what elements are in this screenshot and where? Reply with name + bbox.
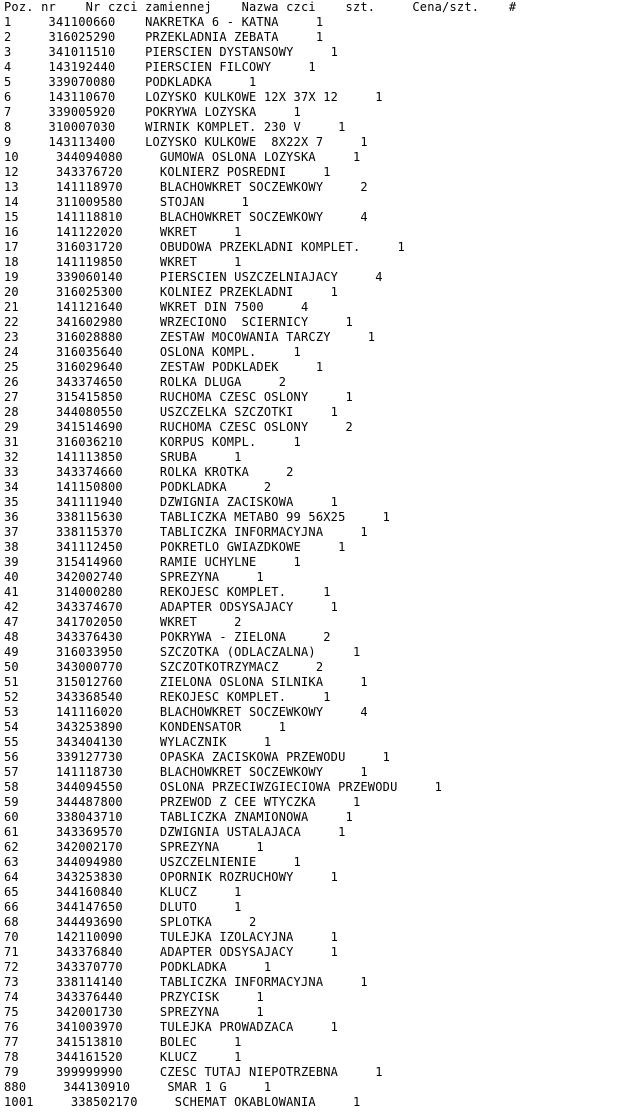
parts-list-row: 18 141119850 WKRET 1 xyxy=(4,255,242,269)
parts-list-row: 63 344094980 USZCZELNIENIE 1 xyxy=(4,855,301,869)
parts-list-row: 76 341003970 TULEJKA PROWADZACA 1 xyxy=(4,1020,339,1034)
parts-list-row: 59 344487800 PRZEWOD Z CEE WTYCZKA 1 xyxy=(4,795,361,809)
parts-list-row: 40 342002740 SPREZYNA 1 xyxy=(4,570,264,584)
parts-list-row: 50 343000770 SZCZOTKOTRZYMACZ 2 xyxy=(4,660,324,674)
parts-list-row: 52 343368540 REKOJESC KOMPLET. 1 xyxy=(4,690,331,704)
parts-list-row: 66 344147650 DLUTO 1 xyxy=(4,900,242,914)
parts-list-row: 48 343376430 POKRYWA - ZIELONA 2 xyxy=(4,630,331,644)
parts-list-row: 75 342001730 SPREZYNA 1 xyxy=(4,1005,264,1019)
parts-list-row: 29 341514690 RUCHOMA CZESC OSLONY 2 xyxy=(4,420,353,434)
parts-list-row: 60 338043710 TABLICZKA ZNAMIONOWA 1 xyxy=(4,810,353,824)
parts-list-row: 73 338114140 TABLICZKA INFORMACYJNA 1 xyxy=(4,975,368,989)
parts-list-row: 34 141150800 PODKLADKA 2 xyxy=(4,480,272,494)
parts-list-row: 19 339060140 PIERSCIEN USZCZELNIAJACY 4 xyxy=(4,270,383,284)
parts-list-row: 32 141113850 SRUBA 1 xyxy=(4,450,242,464)
parts-list-row: 61 343369570 DZWIGNIA USTALAJACA 1 xyxy=(4,825,346,839)
parts-list-row: 23 316028880 ZESTAW MOCOWANIA TARCZY 1 xyxy=(4,330,376,344)
parts-list-row: 64 343253830 OPORNIK ROZRUCHOWY 1 xyxy=(4,870,339,884)
parts-list-row: 79 399999990 CZESC TUTAJ NIEPOTRZEBNA 1 xyxy=(4,1065,383,1079)
parts-list-row: 2 316025290 PRZEKLADNIA ZEBATA 1 xyxy=(4,30,324,44)
parts-list-row: 6 143110670 LOZYSKO KULKOWE 12X 37X 12 1 xyxy=(4,90,383,104)
parts-list-row: 38 341112450 POKRETLO GWIAZDKOWE 1 xyxy=(4,540,346,554)
parts-list-row: 36 338115630 TABLICZKA METABO 99 56X25 1 xyxy=(4,510,391,524)
parts-list-row: 16 141122020 WKRET 1 xyxy=(4,225,242,239)
parts-list-row: 17 316031720 OBUDOWA PRZEKLADNI KOMPLET. 1 xyxy=(4,240,405,254)
parts-list-row: 51 315012760 ZIELONA OSLONA SILNIKA 1 xyxy=(4,675,368,689)
parts-list-row: 78 344161520 KLUCZ 1 xyxy=(4,1050,242,1064)
parts-list-row: 12 343376720 KOLNIERZ POSREDNI 1 xyxy=(4,165,331,179)
parts-list-row: 53 141116020 BLACHOWKRET SOCZEWKOWY 4 xyxy=(4,705,368,719)
parts-list-row: 71 343376840 ADAPTER ODSYSAJACY 1 xyxy=(4,945,339,959)
parts-list-row: 1 341100660 NAKRETKA 6 - KATNA 1 xyxy=(4,15,324,29)
parts-list-row: 5 339070080 PODKLADKA 1 xyxy=(4,75,257,89)
parts-list-row: 65 344160840 KLUCZ 1 xyxy=(4,885,242,899)
parts-list-row: 62 342002170 SPREZYNA 1 xyxy=(4,840,264,854)
parts-list-row: 37 338115370 TABLICZKA INFORMACYJNA 1 xyxy=(4,525,368,539)
parts-list-row: 56 339127730 OPASKA ZACISKOWA PRZEWODU 1 xyxy=(4,750,391,764)
parts-list-row: 4 143192440 PIERSCIEN FILCOWY 1 xyxy=(4,60,316,74)
parts-list-row: 7 339005920 POKRYWA LOZYSKA 1 xyxy=(4,105,301,119)
parts-list-row: 20 316025300 KOLNIEZ PRZEKLADNI 1 xyxy=(4,285,339,299)
parts-list-row: 28 344080550 USZCZELKA SZCZOTKI 1 xyxy=(4,405,339,419)
parts-list-row: 31 316036210 KORPUS KOMPL. 1 xyxy=(4,435,301,449)
parts-list-row: 47 341702050 WKRET 2 xyxy=(4,615,242,629)
parts-list-row: 55 343404130 WYLACZNIK 1 xyxy=(4,735,272,749)
parts-list-row: 41 314000280 REKOJESC KOMPLET. 1 xyxy=(4,585,331,599)
parts-list-row: 13 141118970 BLACHOWKRET SOCZEWKOWY 2 xyxy=(4,180,368,194)
parts-list-row: 42 343374670 ADAPTER ODSYSAJACY 1 xyxy=(4,600,339,614)
parts-list-row: 27 315415850 RUCHOMA CZESC OSLONY 1 xyxy=(4,390,353,404)
parts-list-header: Poz. nr Nr czci zamiennej Nazwa czci szt. Cena/szt. # xyxy=(4,0,517,14)
parts-list-row: 8 310007030 WIRNIK KOMPLET. 230 V 1 xyxy=(4,120,346,134)
parts-list-row: 49 316033950 SZCZOTKA (ODLACZALNA) 1 xyxy=(4,645,361,659)
parts-list-row: 10 344094080 GUMOWA OSLONA LOZYSKA 1 xyxy=(4,150,361,164)
parts-list-row: 9 143113400 LOZYSKO KULKOWE 8X22X 7 1 xyxy=(4,135,368,149)
parts-list-row: 880 344130910 SMAR 1 G 1 xyxy=(4,1080,272,1094)
parts-list-row: 26 343374650 ROLKA DLUGA 2 xyxy=(4,375,287,389)
parts-list-row: 57 141118730 BLACHOWKRET SOCZEWKOWY 1 xyxy=(4,765,368,779)
parts-list-row: 25 316029640 ZESTAW PODKLADEK 1 xyxy=(4,360,324,374)
parts-list-row: 39 315414960 RAMIE UCHYLNE 1 xyxy=(4,555,301,569)
parts-list-row: 54 343253890 KONDENSATOR 1 xyxy=(4,720,287,734)
parts-list-row: 68 344493690 SPLOTKA 2 xyxy=(4,915,257,929)
parts-list-row: 3 341011510 PIERSCIEN DYSTANSOWY 1 xyxy=(4,45,339,59)
parts-list-row: 72 343370770 PODKLADKA 1 xyxy=(4,960,272,974)
parts-list-row: 15 141118810 BLACHOWKRET SOCZEWKOWY 4 xyxy=(4,210,368,224)
parts-list-row: 1001 338502170 SCHEMAT OKABLOWANIA 1 xyxy=(4,1095,361,1109)
parts-list-row: 22 341602980 WRZECIONO SCIERNICY 1 xyxy=(4,315,353,329)
parts-list-row: 14 311009580 STOJAN 1 xyxy=(4,195,250,209)
parts-list-row: 74 343376440 PRZYCISK 1 xyxy=(4,990,264,1004)
parts-list-row: 58 344094550 OSLONA PRZECIWZGIECIOWA PRZEWODU 1 xyxy=(4,780,443,794)
parts-list-row: 70 142110090 TULEJKA IZOLACYJNA 1 xyxy=(4,930,339,944)
parts-list-row: 24 316035640 OSLONA KOMPL. 1 xyxy=(4,345,301,359)
parts-list-row: 35 341111940 DZWIGNIA ZACISKOWA 1 xyxy=(4,495,339,509)
parts-list-row: 77 341513810 BOLEC 1 xyxy=(4,1035,242,1049)
parts-list-row: 33 343374660 ROLKA KROTKA 2 xyxy=(4,465,294,479)
parts-list-row: 21 141121640 WKRET DIN 7500 4 xyxy=(4,300,309,314)
